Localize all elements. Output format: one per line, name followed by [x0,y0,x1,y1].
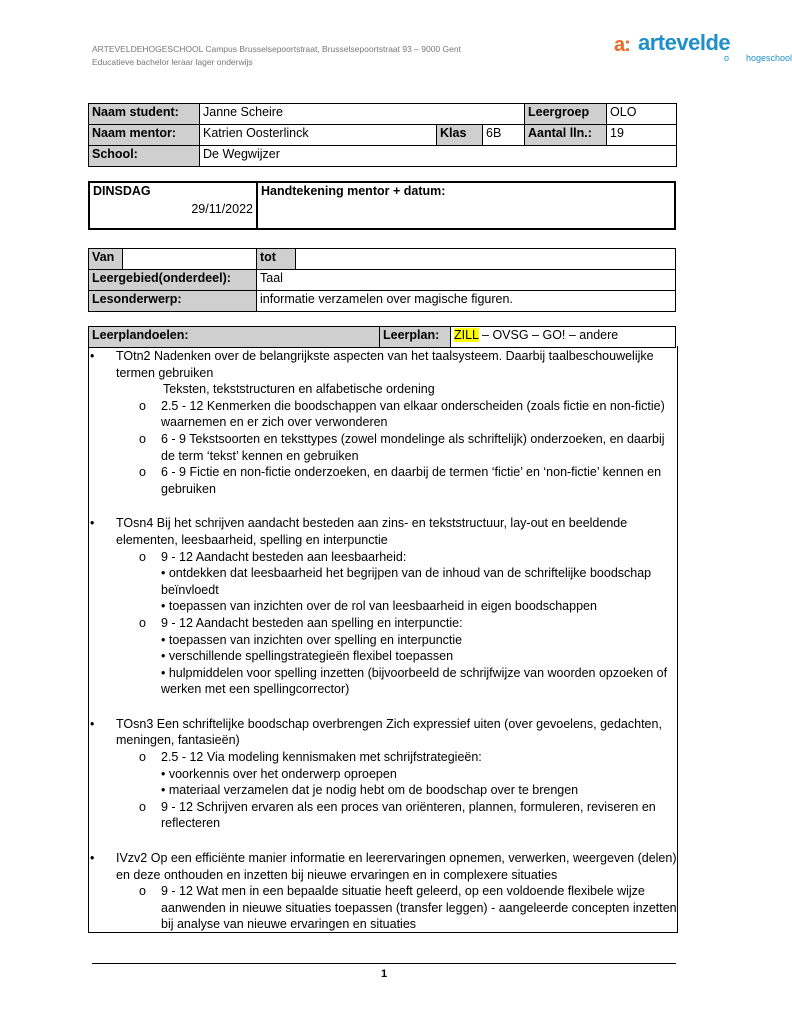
page-number: 1 [380,968,388,980]
artevelde-logo [614,30,792,64]
student-info-table [88,103,677,167]
leerplan-other-options: – OVSG – GO! – andere [478,328,619,342]
sub-goal-line: • hulpmiddelen voor spelling inzetten (bijvoorbeeld de schrijfwijze van woorden opzoeken of werken met een spellingcorrector) [161,665,668,697]
goal-item: • TOsn3 Een schriftelijke boodschap overbrengen Zich expressief uiten (over gevoelens, gedachten, meningen, fantasieën) [89,716,677,749]
leerplan-options [451,327,676,348]
leergroep-label: Leergroep [525,104,607,125]
aantal-label: Aantal lln.: [525,125,607,146]
van-label: Van [89,249,123,270]
program-line: Educatieve bachelor leraar lager onderwijs [92,57,253,67]
sub-goal-line: o 6 - 9 Fictie en non-fictie onderzoeken, en daarbij de termen ‘fictie’ en ‘non-fictie’ kennen en gebruiken [161,465,662,496]
footer-divider [92,963,676,964]
goal-item: • TOtn2 Nadenken over de belangrijkste aspecten van het taalsysteem. Daarbij taalbeschouwelijke termen gebruiken [89,348,677,381]
naam-student-label: Naam student: [89,104,200,125]
tot-label: tot [257,249,296,270]
sub-goal [91,549,677,615]
sub-goal-line: • materiaal verzamelen dat je nodig hebt om de boodschap over te brengen [161,783,579,798]
sub-goal-line: o 9 - 12 Aandacht besteden aan leesbaarheid: [161,549,407,564]
lesonderwerp-value: informatie verzamelen over magische figuren. [257,291,676,312]
sub-goal [91,799,677,832]
tot-value [296,249,676,270]
aantal-value: 19 [607,125,677,146]
sub-goal-line: o 2.5 - 12 Via modeling kennismaken met schrijfstrategieën: [161,750,482,765]
lesson-table [88,248,676,312]
leergebied-value: Taal [257,270,676,291]
klas-value: 6B [483,125,525,146]
sub-goal-line: • toepassen van inzichten over spelling en interpunctie [161,632,463,647]
naam-mentor-value: Katrien Oosterlinck [200,125,437,146]
school-label: School: [89,146,200,167]
day-label: DINSDAG [93,184,151,198]
sub-goal-line: o 9 - 12 Schrijven ervaren als een proces van oriënteren, plannen, formuleren, reviseren en reflecteren [161,799,656,831]
sub-goal [91,883,677,933]
sub-goal-line: • verschillende spellingstrategieën flexibel toepassen [161,649,454,664]
logo-mark: a: [614,34,630,56]
leerplandoelen-label: Leerplandoelen: [89,327,380,348]
day-cell [89,182,257,229]
naam-mentor-label: Naam mentor: [89,125,200,146]
sub-goal [91,398,677,431]
sub-goal [91,464,677,497]
lesonderwerp-label: Lesonderwerp: [89,291,257,312]
sub-goal [91,615,677,698]
signature-table [88,181,676,230]
logo-subtitle: o hogeschool [676,53,792,63]
leergroep-value: OLO [607,104,677,125]
sub-goal-line: • ontdekken dat leesbaarheid het begrijpen van de inhoud van de schriftelijke boodschap beïnvloedt [161,566,652,597]
school-value: De Wegwijzer [200,146,677,167]
sub-goal-line: • voorkennis over het onderwerp oproepen [161,766,397,781]
leerplandoelen-box [88,346,678,933]
lesson-date: 29/11/2022 [191,202,253,216]
school-address-line: ARTEVELDEHOGESCHOOL Campus Brusselsepoortstraat, Brusselsepoortstraat 93 – 9000 Gent [92,44,461,54]
goal-subheading: Teksten, tekststructuren en alfabetische ordening [163,382,435,397]
sub-goal-line: • toepassen van inzichten over de rol van leesbaarheid in eigen boodschappen [161,599,597,614]
goal-item: • IVzv2 Op een efficiënte manier informatie en leerervaringen opnemen, verwerken, weergeven (delen) en deze onthouden en inzetten bij nieuwe ervaringen en in complexere situaties [89,850,677,883]
leergebied-label: Leergebied(onderdeel): [89,270,257,291]
klas-label: Klas [437,125,483,146]
mentor-signature-label: Handtekening mentor + datum: [257,182,675,229]
sub-goal-line: o 6 - 9 Tekstsoorten en teksttypes (zowel mondelinge als schriftelijk) onderzoeken, en daarbij de term ‘tekst’ kennen en gebruiken [161,431,665,463]
sub-goal-line: o 9 - 12 Wat men in een bepaalde situatie heeft geleerd, op een voldoende flexibele wijze aanwenden in nieuwe situaties toepassen (transfer leggen) - aangeleerde concepten inzetten bij analyse van nieuwe ervaringen en situaties [161,884,677,932]
sub-goal [91,749,677,799]
leerplan-zill-highlight: ZILL [454,328,479,342]
doelen-header-table [88,326,676,348]
naam-student-value: Janne Scheire [200,104,525,125]
goal-item: • TOsn4 Bij het schrijven aandacht besteden aan zins- en tekststructuur, lay-out en beeldende elementen, leesbaarheid, spelling en interpunctie [89,515,677,548]
sub-goal [91,431,677,464]
van-value [123,249,257,270]
logo-word: artevelde [638,30,731,55]
school-address [92,43,461,69]
sub-goal-line: o 9 - 12 Aandacht besteden aan spelling en interpunctie: [161,615,463,630]
leerplan-label: Leerplan: [380,327,451,348]
sub-goal-line: o 2.5 - 12 Kenmerken die boodschappen van elkaar onderscheiden (zoals fictie en non-fictie) waarnemen en er zich over verwonderen [161,398,665,430]
